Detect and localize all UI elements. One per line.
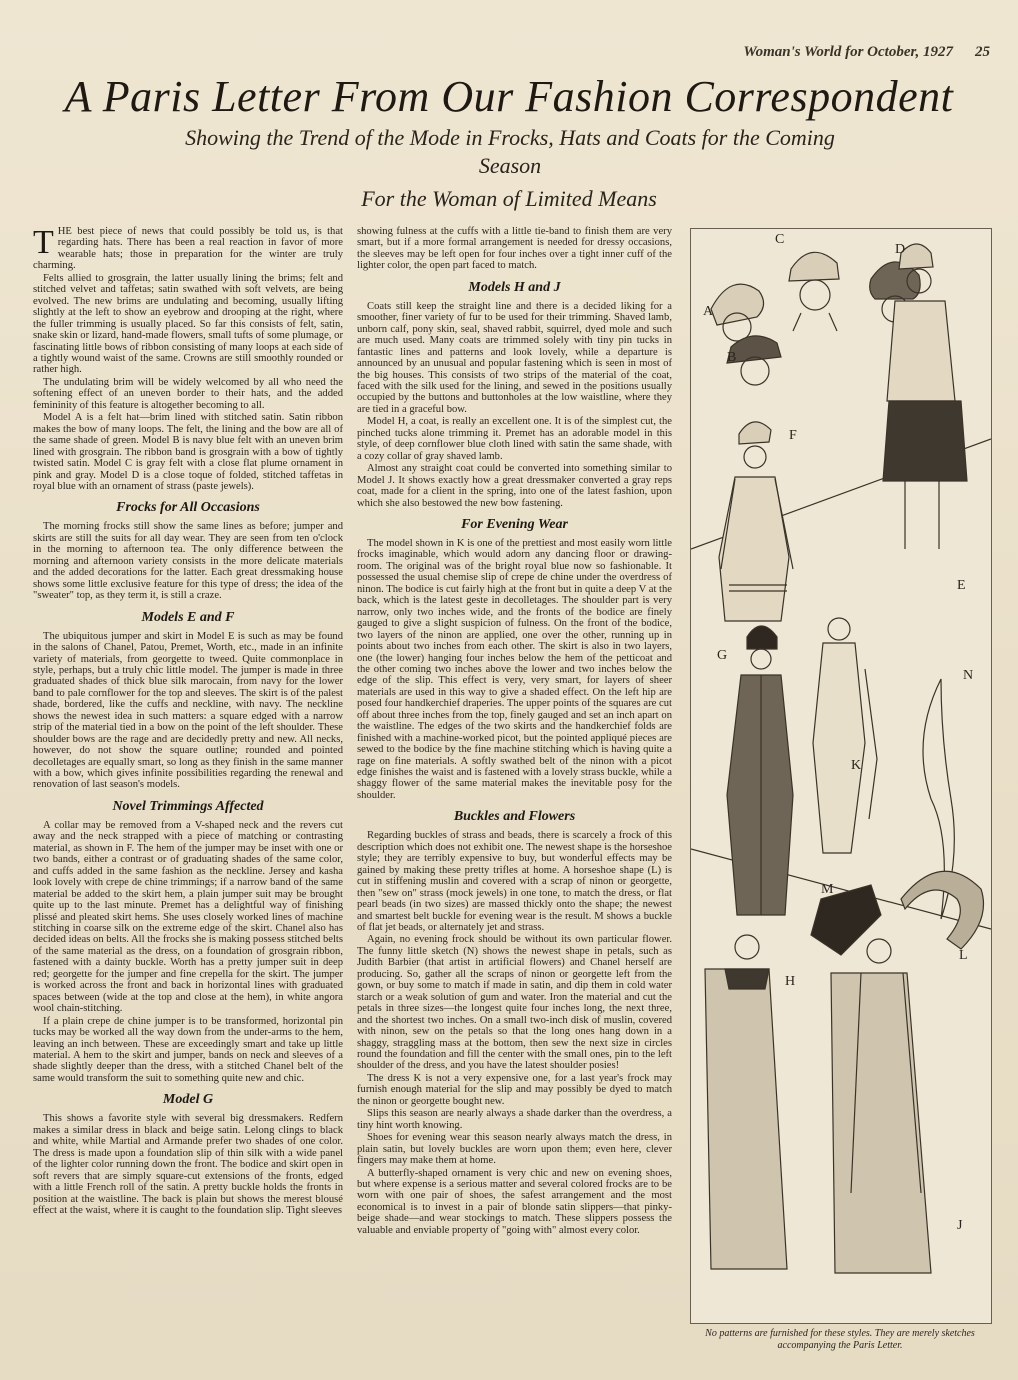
fashion-illustration-panel (690, 228, 992, 1324)
paragraph: showing fulness at the cuffs with a little tie-band to finish them are very smart, but if a more formal arrangement is needed for dressy occasions, the sleeves may be left open for four inches over a tight inner cuff of the lighter color, the open part faced to match. (357, 226, 672, 272)
fashion-sketches (691, 229, 991, 1323)
paragraph: The undulating brim will be widely welcomed by all who need the softening effect of an uneven border to their hats, and the added femininity of this feature is altogether becoming to all. (33, 376, 343, 411)
paragraph: The morning frocks still show the same lines as before; jumper and skirts are still the suits for all day wear. They are seen from ten o'clock in the morning to afternoon tea. The only difference between the morning and afternoon variety consists in the more delicate materials and the added decorations for the latter. Each great dressmaking house shows some little exclusive feature for this type of dress; the idea of the "sweater" top, as they term it, is still a craze. (33, 521, 343, 602)
label-c: C (775, 232, 785, 247)
paragraph: A butterfly-shaped ornament is very chic and new on evening shoes, but where expense is a serious matter and several colored frocks are to be worn with one pair of shoes, the safest arrangement and the most economical is to invest in a pair of blonde satin slippers—that pinky-beige shade—and wear stockings to match. These slippers possess the valuable and enviable property of "going with" almost every color. (357, 1167, 672, 1236)
label-m: M (821, 882, 834, 897)
section-heading-buckles: Buckles and Flowers (453, 809, 576, 825)
paragraph: Slips this season are nearly always a shade darker than the overdress, a tiny hint worth knowing. (357, 1108, 672, 1131)
label-e: E (957, 578, 966, 593)
paragraph: If a plain crepe de chine jumper is to be transformed, horizontal pin tucks may be worked all the way down from the under-arms to the hem, leaving an inch between. These are exceedingly smart and take up little material. A hem to the skirt and jumper, bands on neck and sleeves of a shade slightly deeper than the dress, with a stitched Chanel belt of the same would transform the suit to something quite new and chic. (33, 1015, 343, 1084)
intro-paragraph: THE best piece of news that could possibly be told us, is that regarding hats. There has been a real reaction in favor of more wearable hats; those in preparation for the winter are truly charming. (33, 226, 343, 272)
label-h: H (785, 974, 796, 989)
drop-cap: T (33, 226, 54, 261)
label-n: N (963, 668, 974, 683)
label-f: F (789, 428, 797, 443)
paragraph: Shoes for evening wear this season nearly always match the dress, in plain satin, but lovely buckles are worn upon them; even here, clever fingers may make them at home. (357, 1132, 672, 1167)
article-subtitle: Showing the Trend of the Mode in Frocks, Hats and Coats for the Coming Season (185, 125, 835, 178)
paragraph: Regarding buckles of strass and beads, there is scarcely a frock of this description which does not exhibit one. The newest shape is the horseshoe style; they are terribly expensive to buy, but wonderful effects may be gained by making these pretty trifles at home. A horseshoe shape (L) is cut in stiffening muslin and covered with a scrap of ninon or georgette, then "sew on" strass (mock jewels) in one tone, to match the dress, or flat pearl beads (in two sizes) are massed thickly onto the shape; the newest and smartest belt buckle for evening wear is the result. M shows a buckle of flat jet beads, or alternately jet and strass. (357, 830, 672, 934)
paragraph: The dress K is not a very expensive one, for a last year's frock may furnish enough material for the slip and may possibly be dyed to match the ninon or georgette bought new. (357, 1072, 672, 1107)
paragraph: Model H, a coat, is really an excellent one. It is of the simplest cut, the pinched tucks alone trimming it. Premet has an adorable model in this style, of deep cornflower blue cloth lined with satin the same shade, with a cozy collar of gray shaved lamb. (357, 416, 672, 462)
label-a: A (703, 304, 714, 319)
text-column-2 (357, 226, 672, 1358)
running-head (743, 44, 990, 61)
label-d: D (895, 242, 906, 257)
paragraph: Almost any straight coat could be converted into something similar to Model J. It shows exactly how a great dressmaker converted a gray reps coat, made for a client in the spring, into one of the latest fashion, upon which she also bestowed the new bow fastening. (357, 463, 672, 509)
paragraph: Again, no evening frock should be without its own particular flower. The funny little sketch (N) shows the newest shape in petals, such as Judith Barbier (that artist in artificial flowers) and Chanel herself are producing. So, gather all the scraps of ninon or georgette left from the gown, or buy some to match if made in satin, and dip them in cold water starch or a weak solution of gum and water. Iron the material and cut the petals in three sizes—the longest quite four inches long, the next three, and the shortest two inches. On a small two-inch disk of muslin, covered with ninon, sew on the petals so that the long ones hang down in a shaggy, straggling mass at the bottom, then sew the next size in circles round the foundation and fill the center with the small ones, pin to the left shoulder of the dress, and you have the latest shoulder posies! (357, 934, 672, 1072)
label-k: K (851, 758, 862, 773)
section-heading-evening: For Evening Wear (461, 516, 568, 532)
section-heading-model-g: Model G (162, 1092, 214, 1108)
model-f-figure (719, 422, 793, 621)
paragraph: Coats still keep the straight line and there is a decided liking for a smoother, finer variety of fur to be used for their trimming. Shaved lamb, unborn calf, pony skin, seal, shaved rabbit, squirrel, dyed mole and such are much used. Many coats are trimmed solely with tiny pin tucks in fantastic lines and patterns and look lovely, while a departure is announced by an unusual and popular fastening which is seen in most of the big houses. This consists of two strips of the material of the coat, faced with the silk used for the lining, and sewed in the positions usually occupied by the buttons and buttonholes at the low waistline, where they are tied in a graceful bow. (357, 300, 672, 415)
label-g: G (717, 648, 728, 663)
section-heading-frocks: Frocks for All Occasions (116, 500, 260, 516)
paragraph: A collar may be removed from a V-shaped neck and the revers cut away and the neck strapped with a piece of matching or contrasting material, as shown in F. The hem of the jumper may be inset with one or two bands, either a contrast or of graduating shades of the same color, and cuffs added in the same fashion as the neckline. Jersey and kasha look lovely with crepe de chine trimmings; if a narrow band of the same material be added to the skirt hem, a plain jumper suit may be brought quite up to the last minute. Premet has a delightful way of finishing plissé and pleated skirt hems. She uses closely worked lines of machine stitching in coarse silk on the extreme edge of the skirt. Chanel also has decided ideas on belts. All the frocks she is making possess stitched belts of the same material as the dress, on a foundation of grosgrain ribbon, fastened with a dainty buckle. Worth has a pretty jumper suit in deep red; georgette for the jumper and fine crepella for the skirt. The jumper is worked across the front and back in horizontal lines with graduated spaces between (wide at the top and close at the hem), in white angora wool chain-stitching. (33, 819, 343, 1015)
model-g-figure (727, 626, 793, 915)
label-l: L (959, 948, 968, 963)
magazine-issue: Woman's World for October, 1927 (743, 44, 953, 60)
label-j: J (957, 1218, 963, 1233)
hat-c-sketch (789, 252, 839, 331)
section-heading-trimmings: Novel Trimmings Affected (112, 798, 264, 814)
model-h-coat-figure (705, 935, 787, 1269)
section-heading-models-ef: Models E and F (141, 609, 235, 625)
paragraph: The ubiquitous jumper and skirt in Model E is such as may be found in the salons of Chanel, Patou, Premet, Worth, etc., made in an infinite variety of materials, from georgette to tweed. Quite commonplace in style, perhaps, but a truly chic little model. The jumper is made in three graduated shades of thick blue silk marocain, from navy for the lower band to pale cornflower for the top and sleeves. The skirt is of the palest shade, bordered, like the cuffs and neckline, with navy. The neckline shows the newest idea in such matters: a square edged with a narrow strip of the material tied in a bow on the point of the left shoulder. These shoulder bows are the rage and are decidedly pretty and new. All necks, however, do not show the square outline; rounded and pointed decolletages are equally smart, so long as they finish in the same manner with a bow, which gives infinite possibilities regarding the renewal and renovation of last season's models. (33, 630, 343, 791)
model-k-figure (813, 618, 877, 853)
article-title: A Paris Letter From Our Fashion Correspondent (64, 72, 954, 121)
hat-a-sketch (711, 284, 764, 341)
paragraph: Felts allied to grosgrain, the latter usually lining the brims; felt and stitched velvet and taffetas; satin swathed with soft velvets, are being evolved. The new brims are undulating and becoming, usually lifting slightly at the left to show an eyebrow and drooping at the right, where the fuller trimming is usually placed. So far this consists of felt, satin, snake skin or lizard, hand-made flowers, small tufts of some plumage, or fascinating little bows of ribbon consisting of many loops at each side of a tightly wound waist of the same. Crowns are still smoothly rounded or rather high. (33, 272, 343, 376)
label-b: B (727, 350, 737, 365)
text-column-1 (33, 226, 343, 1358)
section-heading-models-hj: Models H and J (468, 279, 561, 295)
illustration-caption: No patterns are furnished for these styles. They are merely sketches accompanying the Paris Letter. (705, 1328, 975, 1351)
page-number: 25 (975, 44, 990, 60)
paragraph: Model A is a felt hat—brim lined with stitched satin. Satin ribbon makes the bow of many loops. The felt, the lining and the bow are all of the same shade of green. Model B is navy blue felt with an uneven brim lined with grosgrain. The ribbon band is grosgrain with a bow of tightly twisted satin. Model C is gray felt with a close flat plume ornament in pink and gray. Model D is a close toque of folded, stitched taffetas in royal blue with an ornament of strass (paste jewels). (33, 412, 343, 492)
paragraph: The model shown in K is one of the prettiest and most easily worn little frocks imaginable, which would adorn any dancing floor or drawing-room. The original was of the bright royal blue now so fashionable. It possessed the usual chemise slip of crepe de chine under the overdress of ninon. The bodice is cut fairly high at the front but in quite a deep V at the back, which is the latest geste in decolletages. The shoulder part is very narrow, only two inches wide, and the fronts of the bodice are finely gauged to give a slight suspicion of fulness. On the front of the bodice, two layers of the ninon are applied, one over the other, running up in points about two inches from each other. The skirt is also in two layers, one (the lower) hanging four inches below the hem of the petticoat and the other coming two inches above the lower and two inches below the edge of the slip. This effect is very, very smart, for layers of sheer materials are used in this way to give a shaded effect. On the left hip are posed four handkerchief draperies. The upper points of the squares are cut off about three inches from the top, finely gauged and set an inch apart on the waistline. The edges of the two skirts and the handkerchief folds are finished with a machine-worked picot, but the pointed appliqué pieces are sewed to the bodice by the fine machine stitching which is having quite a rage on fine materials. A softly swathed belt of the ninon with a picot edge finishes the waist and is fastened with a lovely strass buckle, while a shaggy flower of the same material makes the inevitable posy for the shoulder. (357, 537, 672, 801)
paragraph: This shows a favorite style with several big dressmakers. Redfern makes a similar dress in black and beige satin. Lelong clings to black and white, while Martial and Armande prefer two shades of one color. The dress is made upon a foundation slip of thin silk with a wide panel of the lighter color running down the front. The bodice and skirt open in soft revers that are simply square-cut extensions of the fronts, edged with a little French roll of the satin. A pretty buckle holds the fronts in position at the waistline. The back is plain but shows the merest blousé effect at the waist, where it is caught to the foundation slip. Tight sleeves (33, 1113, 343, 1216)
article-tagline: For the Woman of Limited Means (361, 186, 657, 211)
model-j-coat-figure (831, 939, 931, 1273)
